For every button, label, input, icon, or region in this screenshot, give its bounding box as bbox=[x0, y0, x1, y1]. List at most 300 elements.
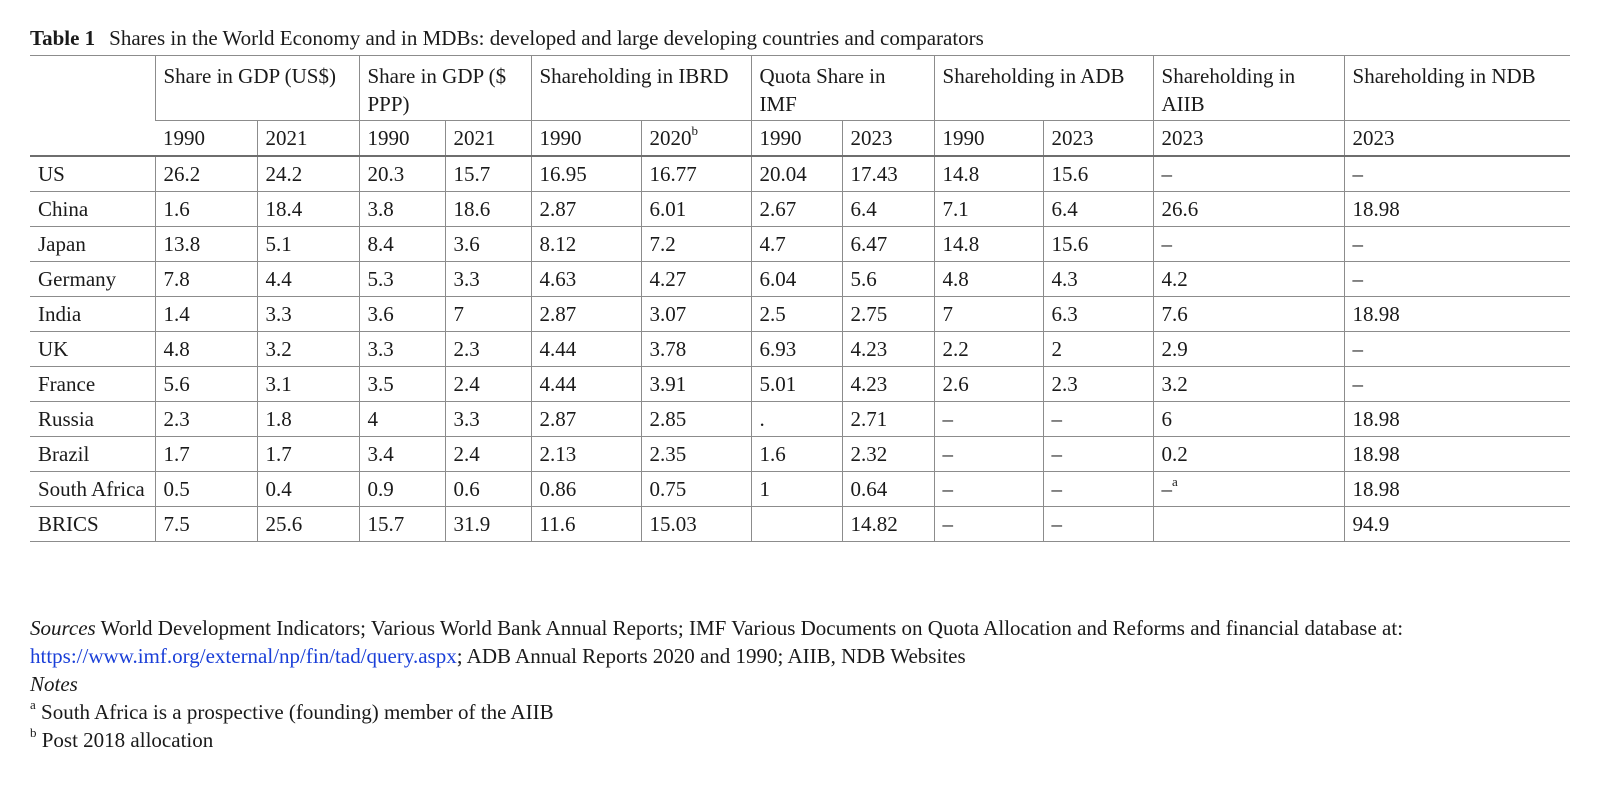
year-label: 1990 bbox=[942, 126, 985, 150]
table-cell bbox=[751, 367, 842, 402]
cell-value: 0.4 bbox=[265, 477, 292, 501]
table-cell bbox=[842, 262, 934, 297]
table-cell bbox=[155, 227, 257, 262]
cell-value: 3.3 bbox=[453, 407, 480, 431]
table-row bbox=[30, 332, 1570, 367]
table-cell bbox=[257, 227, 359, 262]
cell-value: 13.8 bbox=[163, 232, 201, 256]
table-cell bbox=[445, 297, 531, 332]
cell-value: 7 bbox=[942, 302, 954, 326]
table-cell bbox=[257, 402, 359, 437]
cell-value: . bbox=[759, 407, 765, 431]
table-cell bbox=[641, 367, 751, 402]
table-cell bbox=[1043, 156, 1153, 192]
cell-value: 0.75 bbox=[649, 477, 687, 501]
table-row bbox=[30, 297, 1570, 332]
table-cell bbox=[257, 332, 359, 367]
year-header bbox=[934, 121, 1043, 157]
cell-value: 7.5 bbox=[163, 512, 190, 536]
year-label: 2023 bbox=[1352, 126, 1395, 150]
footnote-b: $^b$ Post 2018 allocation bbox=[30, 725, 214, 752]
cell-value: 3.4 bbox=[367, 442, 394, 466]
header-corner bbox=[30, 56, 155, 157]
table-cell bbox=[934, 192, 1043, 227]
cell-value: 2.4 bbox=[453, 442, 480, 466]
table-cell bbox=[257, 262, 359, 297]
table-cell bbox=[1043, 332, 1153, 367]
cell-value: 11.6 bbox=[539, 512, 576, 536]
cell-value: 0.86 bbox=[539, 477, 577, 501]
table-number: Table 1 bbox=[30, 26, 96, 50]
cell-value: 4.63 bbox=[539, 267, 577, 291]
cell-value: 2.3 bbox=[453, 337, 480, 361]
table-cell bbox=[1153, 297, 1344, 332]
table-notes bbox=[30, 614, 1575, 754]
table-cell bbox=[359, 156, 445, 192]
column-group-header: Share in GDP ($ PPP) bbox=[359, 56, 531, 121]
year-label: 2023 bbox=[1161, 126, 1204, 150]
cell-value: 6.3 bbox=[1051, 302, 1078, 326]
cell-value: 4.27 bbox=[649, 267, 687, 291]
cell-value: 15.7 bbox=[453, 162, 491, 186]
table-cell bbox=[445, 227, 531, 262]
cell-value: 7.8 bbox=[163, 267, 190, 291]
table-cell bbox=[155, 507, 257, 542]
cell-value: 25.6 bbox=[265, 512, 303, 536]
cell-value: 2.4 bbox=[453, 372, 480, 396]
table-cell bbox=[842, 437, 934, 472]
row-country: Germany bbox=[30, 262, 155, 297]
year-header bbox=[1344, 121, 1570, 157]
year-header bbox=[1153, 121, 1344, 157]
row-country: France bbox=[30, 367, 155, 402]
table-cell bbox=[751, 472, 842, 507]
year-label: 1990 bbox=[539, 126, 582, 150]
table-cell bbox=[531, 297, 641, 332]
table-cell bbox=[257, 297, 359, 332]
table-cell bbox=[359, 332, 445, 367]
cell-value: 2.85 bbox=[649, 407, 687, 431]
cell-value: 4.8 bbox=[942, 267, 969, 291]
cell-value: 18.98 bbox=[1352, 197, 1400, 221]
cell-value: – bbox=[942, 512, 954, 536]
year-label: 2021 bbox=[453, 126, 496, 150]
cell-value: 3.6 bbox=[367, 302, 394, 326]
cell-value: – bbox=[1352, 267, 1364, 291]
cell-value: – bbox=[1352, 372, 1364, 396]
table-cell bbox=[934, 332, 1043, 367]
cell-value: 4.2 bbox=[1161, 267, 1188, 291]
sources-text-end: ; ADB Annual Reports 2020 and 1990; AIIB, NDB Websites bbox=[456, 644, 966, 668]
cell-value: 18.98 bbox=[1352, 407, 1400, 431]
table-row bbox=[30, 192, 1570, 227]
sources-label: Sources bbox=[30, 616, 96, 640]
table-cell bbox=[1153, 437, 1344, 472]
cell-value: 4.44 bbox=[539, 337, 577, 361]
cell-value: 18.98 bbox=[1352, 302, 1400, 326]
table-caption bbox=[30, 24, 984, 52]
cell-value: 0.2 bbox=[1161, 442, 1188, 466]
cell-value: 5.6 bbox=[163, 372, 190, 396]
table-cell bbox=[1344, 227, 1570, 262]
notes-heading: Notes bbox=[30, 672, 78, 696]
table-cell bbox=[531, 507, 641, 542]
cell-value: – bbox=[1161, 232, 1173, 256]
cell-value: 26.6 bbox=[1161, 197, 1199, 221]
cell-value: 7.2 bbox=[649, 232, 676, 256]
cell-value: 1.4 bbox=[163, 302, 190, 326]
table-cell bbox=[641, 227, 751, 262]
table-row bbox=[30, 156, 1570, 192]
table-cell bbox=[842, 367, 934, 402]
cell-value: 16.77 bbox=[649, 162, 697, 186]
cell-value: 14.82 bbox=[850, 512, 898, 536]
table-cell bbox=[1153, 227, 1344, 262]
table-cell bbox=[257, 192, 359, 227]
cell-value: 2.2 bbox=[942, 337, 969, 361]
cell-value: 3.6 bbox=[453, 232, 480, 256]
table-cell bbox=[641, 262, 751, 297]
cell-value: 6.04 bbox=[759, 267, 797, 291]
table-cell bbox=[155, 402, 257, 437]
cell-value: 2.5 bbox=[759, 302, 786, 326]
cell-value: – bbox=[1051, 442, 1063, 466]
column-group-header: Shareholding in ADB bbox=[934, 56, 1153, 121]
table-cell bbox=[751, 402, 842, 437]
year-label: 1990 bbox=[367, 126, 410, 150]
row-country: Japan bbox=[30, 227, 155, 262]
table-cell bbox=[359, 367, 445, 402]
sources-line bbox=[30, 614, 1575, 670]
table-cell bbox=[359, 227, 445, 262]
year-label: 1990 bbox=[163, 126, 205, 150]
year-header bbox=[842, 121, 934, 157]
column-group-header: Shareholding in IBRD bbox=[531, 56, 751, 121]
table-cell bbox=[641, 507, 751, 542]
table-row bbox=[30, 507, 1570, 542]
table-cell bbox=[641, 192, 751, 227]
table-cell bbox=[751, 332, 842, 367]
table-cell bbox=[934, 262, 1043, 297]
table-cell bbox=[751, 297, 842, 332]
year-header bbox=[155, 121, 257, 157]
year-header bbox=[1043, 121, 1153, 157]
table-cell bbox=[531, 402, 641, 437]
table-cell bbox=[1344, 367, 1570, 402]
cell-value: 3.3 bbox=[265, 302, 292, 326]
cell-value: 2.35 bbox=[649, 442, 687, 466]
cell-value: 1.6 bbox=[163, 197, 190, 221]
cell-value: 1 bbox=[759, 477, 770, 501]
cell-value: 0.64 bbox=[850, 477, 888, 501]
cell-value: 3.5 bbox=[367, 372, 394, 396]
table-cell bbox=[155, 367, 257, 402]
column-group-header: Shareholding in AIIB bbox=[1153, 56, 1344, 121]
year-label: 1990 bbox=[759, 126, 802, 150]
table-cell bbox=[751, 262, 842, 297]
cell-value: 1.8 bbox=[265, 407, 292, 431]
table-cell bbox=[641, 332, 751, 367]
table-cell bbox=[934, 367, 1043, 402]
table-cell bbox=[359, 262, 445, 297]
row-country: South Africa bbox=[30, 472, 155, 507]
cell-value: 6 bbox=[1161, 407, 1173, 431]
table-cell bbox=[359, 297, 445, 332]
cell-value: 5.01 bbox=[759, 372, 797, 396]
table-cell bbox=[641, 437, 751, 472]
table-cell bbox=[1344, 192, 1570, 227]
table-cell bbox=[531, 472, 641, 507]
year-header bbox=[257, 121, 359, 157]
table-cell bbox=[1344, 437, 1570, 472]
table-row bbox=[30, 437, 1570, 472]
table-cell bbox=[445, 472, 531, 507]
cell-value: – bbox=[942, 442, 954, 466]
table-cell bbox=[257, 156, 359, 192]
cell-value: 3.78 bbox=[649, 337, 687, 361]
table-cell bbox=[934, 437, 1043, 472]
cell-value: – bbox=[1352, 337, 1364, 361]
footnote-mark: a bbox=[1172, 474, 1178, 489]
table-cell bbox=[842, 227, 934, 262]
table-cell bbox=[934, 156, 1043, 192]
year-label: 2020 bbox=[649, 126, 692, 150]
table-cell bbox=[359, 507, 445, 542]
cell-value: 2.67 bbox=[759, 197, 797, 221]
table-cell bbox=[842, 472, 934, 507]
table-cell bbox=[531, 437, 641, 472]
cell-value: 2.87 bbox=[539, 302, 577, 326]
column-group-header: Quota Share in IMF bbox=[751, 56, 934, 121]
cell-value: 18.4 bbox=[265, 197, 303, 221]
table-cell bbox=[842, 156, 934, 192]
table-cell bbox=[641, 402, 751, 437]
cell-value: 4.8 bbox=[163, 337, 190, 361]
table-cell bbox=[445, 332, 531, 367]
cell-value: 15.6 bbox=[1051, 162, 1089, 186]
cell-value: 2.32 bbox=[850, 442, 888, 466]
row-country: India bbox=[30, 297, 155, 332]
table-cell bbox=[934, 402, 1043, 437]
table-cell bbox=[1043, 472, 1153, 507]
cell-value: 1.7 bbox=[163, 442, 190, 466]
sources-link[interactable]: https://www.imf.org/external/np/fin/tad/query.aspx bbox=[30, 644, 457, 668]
cell-value: 2.75 bbox=[850, 302, 888, 326]
cell-value: 2.6 bbox=[942, 372, 969, 396]
data-table bbox=[30, 55, 1570, 542]
cell-value: 3.2 bbox=[1161, 372, 1188, 396]
table-cell bbox=[1043, 367, 1153, 402]
table-cell bbox=[1344, 402, 1570, 437]
table-cell bbox=[934, 297, 1043, 332]
cell-value: 1.7 bbox=[265, 442, 292, 466]
table-cell bbox=[751, 437, 842, 472]
cell-value: 14.8 bbox=[942, 232, 980, 256]
table-cell bbox=[155, 192, 257, 227]
table-cell bbox=[359, 192, 445, 227]
table-cell bbox=[1344, 472, 1570, 507]
cell-value: 17.43 bbox=[850, 162, 898, 186]
table-cell bbox=[445, 402, 531, 437]
cell-value: – bbox=[1051, 407, 1063, 431]
table-cell bbox=[1153, 507, 1344, 542]
cell-value: 0.6 bbox=[453, 477, 480, 501]
cell-value: 7.1 bbox=[942, 197, 969, 221]
table-cell bbox=[842, 507, 934, 542]
table-cell bbox=[257, 507, 359, 542]
cell-value: 24.2 bbox=[265, 162, 303, 186]
year-header bbox=[751, 121, 842, 157]
table-cell bbox=[359, 402, 445, 437]
cell-value: 26.2 bbox=[163, 162, 201, 186]
cell-value: – bbox=[1352, 162, 1364, 186]
cell-value: 3.2 bbox=[265, 337, 292, 361]
table-cell bbox=[751, 227, 842, 262]
sources-text: World Development Indicators; Various World Bank Annual Reports; IMF Various Documents on Quota Allocation and Reforms and financial database at: bbox=[95, 616, 1404, 640]
cell-value: 3.3 bbox=[367, 337, 394, 361]
table-cell bbox=[1344, 297, 1570, 332]
table-cell bbox=[1043, 507, 1153, 542]
table-cell bbox=[934, 227, 1043, 262]
table-cell bbox=[934, 507, 1043, 542]
cell-value: 8.4 bbox=[367, 232, 394, 256]
cell-value: – bbox=[1051, 477, 1063, 501]
table-cell bbox=[641, 472, 751, 507]
cell-value: 8.12 bbox=[539, 232, 577, 256]
table-cell bbox=[445, 507, 531, 542]
cell-value: – bbox=[942, 407, 954, 431]
table-cell bbox=[842, 192, 934, 227]
cell-value: 3.8 bbox=[367, 197, 394, 221]
column-group-header: Share in GDP (US$) bbox=[155, 56, 359, 121]
table-row bbox=[30, 402, 1570, 437]
table-cell bbox=[1153, 262, 1344, 297]
cell-value: 2.9 bbox=[1161, 337, 1188, 361]
table-cell bbox=[842, 332, 934, 367]
table-cell bbox=[257, 367, 359, 402]
table-cell bbox=[842, 402, 934, 437]
row-country: BRICS bbox=[30, 507, 155, 542]
table-cell bbox=[842, 297, 934, 332]
cell-value: 7 bbox=[453, 302, 464, 326]
table-cell bbox=[1344, 156, 1570, 192]
cell-value: 2 bbox=[1051, 337, 1063, 361]
table-cell bbox=[1153, 192, 1344, 227]
cell-value: 2.13 bbox=[539, 442, 577, 466]
row-country: Brazil bbox=[30, 437, 155, 472]
row-country: US bbox=[30, 156, 155, 192]
table-cell bbox=[531, 156, 641, 192]
table-cell bbox=[359, 437, 445, 472]
cell-value: 4 bbox=[367, 407, 378, 431]
table-cell bbox=[751, 507, 842, 542]
cell-value: 3.1 bbox=[265, 372, 292, 396]
cell-value: 5.3 bbox=[367, 267, 394, 291]
cell-value: 15.6 bbox=[1051, 232, 1089, 256]
cell-value: 2.3 bbox=[163, 407, 190, 431]
table-cell bbox=[641, 156, 751, 192]
table-cell bbox=[751, 156, 842, 192]
cell-value: 2.3 bbox=[1051, 372, 1078, 396]
table-cell bbox=[1153, 472, 1344, 507]
table-row bbox=[30, 472, 1570, 507]
table-cell bbox=[445, 437, 531, 472]
row-country: UK bbox=[30, 332, 155, 367]
cell-value: 2.87 bbox=[539, 197, 577, 221]
cell-value: 4.23 bbox=[850, 337, 888, 361]
cell-value: 5.6 bbox=[850, 267, 877, 291]
cell-value: – bbox=[1051, 512, 1063, 536]
cell-value: 16.95 bbox=[539, 162, 587, 186]
cell-value: 94.9 bbox=[1352, 512, 1390, 536]
table-cell bbox=[531, 262, 641, 297]
table-cell bbox=[155, 437, 257, 472]
table-title: Shares in the World Economy and in MDBs: developed and large developing countries and comparators bbox=[109, 26, 984, 50]
table-cell bbox=[1043, 262, 1153, 297]
table-cell bbox=[445, 367, 531, 402]
year-label: 2023 bbox=[1051, 126, 1094, 150]
table-cell bbox=[1043, 437, 1153, 472]
table-cell bbox=[155, 332, 257, 367]
year-header bbox=[531, 121, 641, 157]
cell-value: – bbox=[1161, 162, 1173, 186]
cell-value: 6.93 bbox=[759, 337, 797, 361]
table-cell bbox=[1153, 402, 1344, 437]
column-group-header: Shareholding in NDB bbox=[1344, 56, 1570, 121]
table-cell bbox=[1344, 332, 1570, 367]
cell-value: 3.3 bbox=[453, 267, 480, 291]
cell-value: 15.03 bbox=[649, 512, 697, 536]
cell-value: 18.98 bbox=[1352, 442, 1400, 466]
table-cell bbox=[1043, 402, 1153, 437]
footnote-mark: b bbox=[691, 123, 698, 138]
table-row bbox=[30, 367, 1570, 402]
table-cell bbox=[1153, 156, 1344, 192]
cell-value: 0.5 bbox=[163, 477, 190, 501]
table-cell bbox=[155, 262, 257, 297]
cell-value: 7.6 bbox=[1161, 302, 1188, 326]
cell-value: 14.8 bbox=[942, 162, 980, 186]
cell-value: 4.4 bbox=[265, 267, 292, 291]
cell-value: 4.3 bbox=[1051, 267, 1078, 291]
row-country: China bbox=[30, 192, 155, 227]
cell-value: 20.04 bbox=[759, 162, 807, 186]
table-cell bbox=[1344, 507, 1570, 542]
cell-value: – bbox=[942, 477, 954, 501]
table-cell bbox=[531, 367, 641, 402]
table-cell bbox=[257, 472, 359, 507]
table-cell bbox=[751, 192, 842, 227]
cell-value: – bbox=[1352, 232, 1364, 256]
table-cell bbox=[445, 262, 531, 297]
cell-value: 20.3 bbox=[367, 162, 405, 186]
cell-value: 4.44 bbox=[539, 372, 577, 396]
cell-value: 4.23 bbox=[850, 372, 888, 396]
table-cell bbox=[1043, 227, 1153, 262]
cell-value: 18.6 bbox=[453, 197, 491, 221]
table-cell bbox=[1043, 297, 1153, 332]
table-cell bbox=[1043, 192, 1153, 227]
table-row bbox=[30, 227, 1570, 262]
cell-value: 1.6 bbox=[759, 442, 786, 466]
table-cell bbox=[1344, 262, 1570, 297]
cell-value: 2.87 bbox=[539, 407, 577, 431]
cell-value: 6.47 bbox=[850, 232, 888, 256]
year-header bbox=[359, 121, 445, 157]
cell-value: 3.91 bbox=[649, 372, 687, 396]
cell-value: 3.07 bbox=[649, 302, 687, 326]
cell-value: – bbox=[1161, 477, 1173, 501]
